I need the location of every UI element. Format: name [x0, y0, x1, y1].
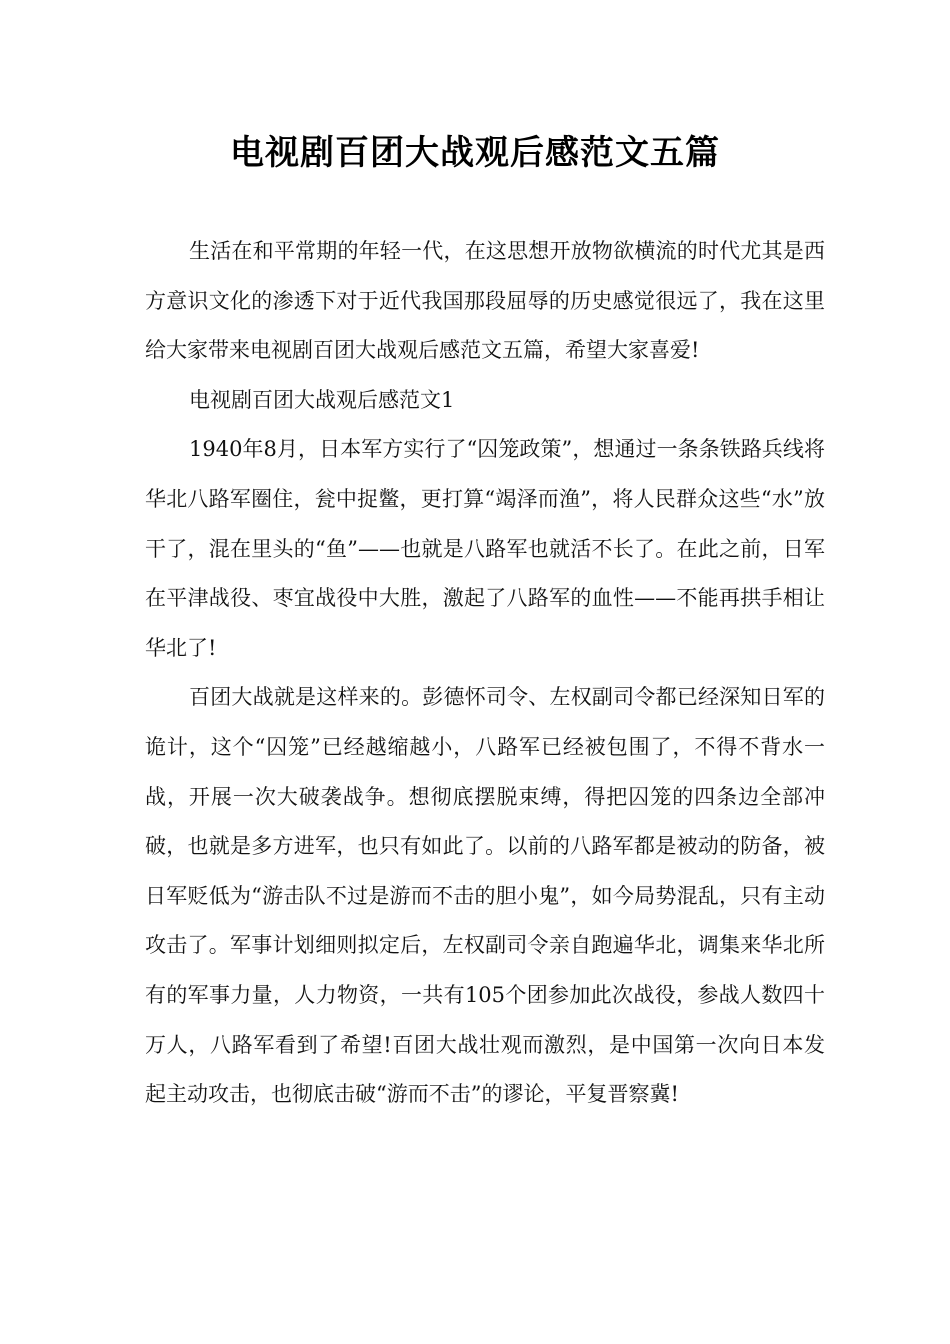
- intro-paragraph: 生活在和平常期的年轻一代，在这思想开放物欲横流的时代尤其是西方意识文化的渗透下对于近代我国那段屈辱的历史感觉很远了，我在这里给大家带来电视剧百团大战观后感范文五篇，希望大家喜爱!: [145, 239, 825, 363]
- section-heading: 电视剧百团大战观后感范文1: [189, 387, 455, 412]
- body-paragraph: 百团大战就是这样来的。彭德怀司令、左权副司令都已经深知日军的诡计，这个“囚笼”已经越缩越小，八路军已经被包围了，不得不背水一战，开展一次大破袭战争。想彻底摆脱束缚，得把囚笼的四条边全部冲破，也就是多方进军，也只有如此了。以前的八路军都是被动的防备，被日军贬低为“游击队不过是游而不击的胆小鬼”，如今局势混乱，只有主动攻击了。军事计划细则拟定后，左权副司令亲自跑遍华北，调集来华北所有的军事力量，人力物资，一共有105个团参加此次战役，参战人数四十万人，八路军看到了希望!百团大战壮观而激烈，是中国第一次向日本发起主动攻击，也彻底击破“游而不击”的谬论，平复晋察冀!: [145, 685, 825, 1107]
- body-paragraph: 1940年8月，日本军方实行了“囚笼政策”，想通过一条条铁路兵线将华北八路军圈住，瓮中捉鳖，更打算“竭泽而渔”，将人民群众这些“水”放干了，混在里头的“鱼”——也就是八路军也就活不长了。在此之前，日军在平津战役、枣宜战役中大胜，激起了八路军的血性——不能再拱手相让华北了!: [145, 437, 825, 660]
- document-title: 电视剧百团大战观后感范文五篇: [230, 133, 720, 173]
- document-body: [145, 227, 825, 1120]
